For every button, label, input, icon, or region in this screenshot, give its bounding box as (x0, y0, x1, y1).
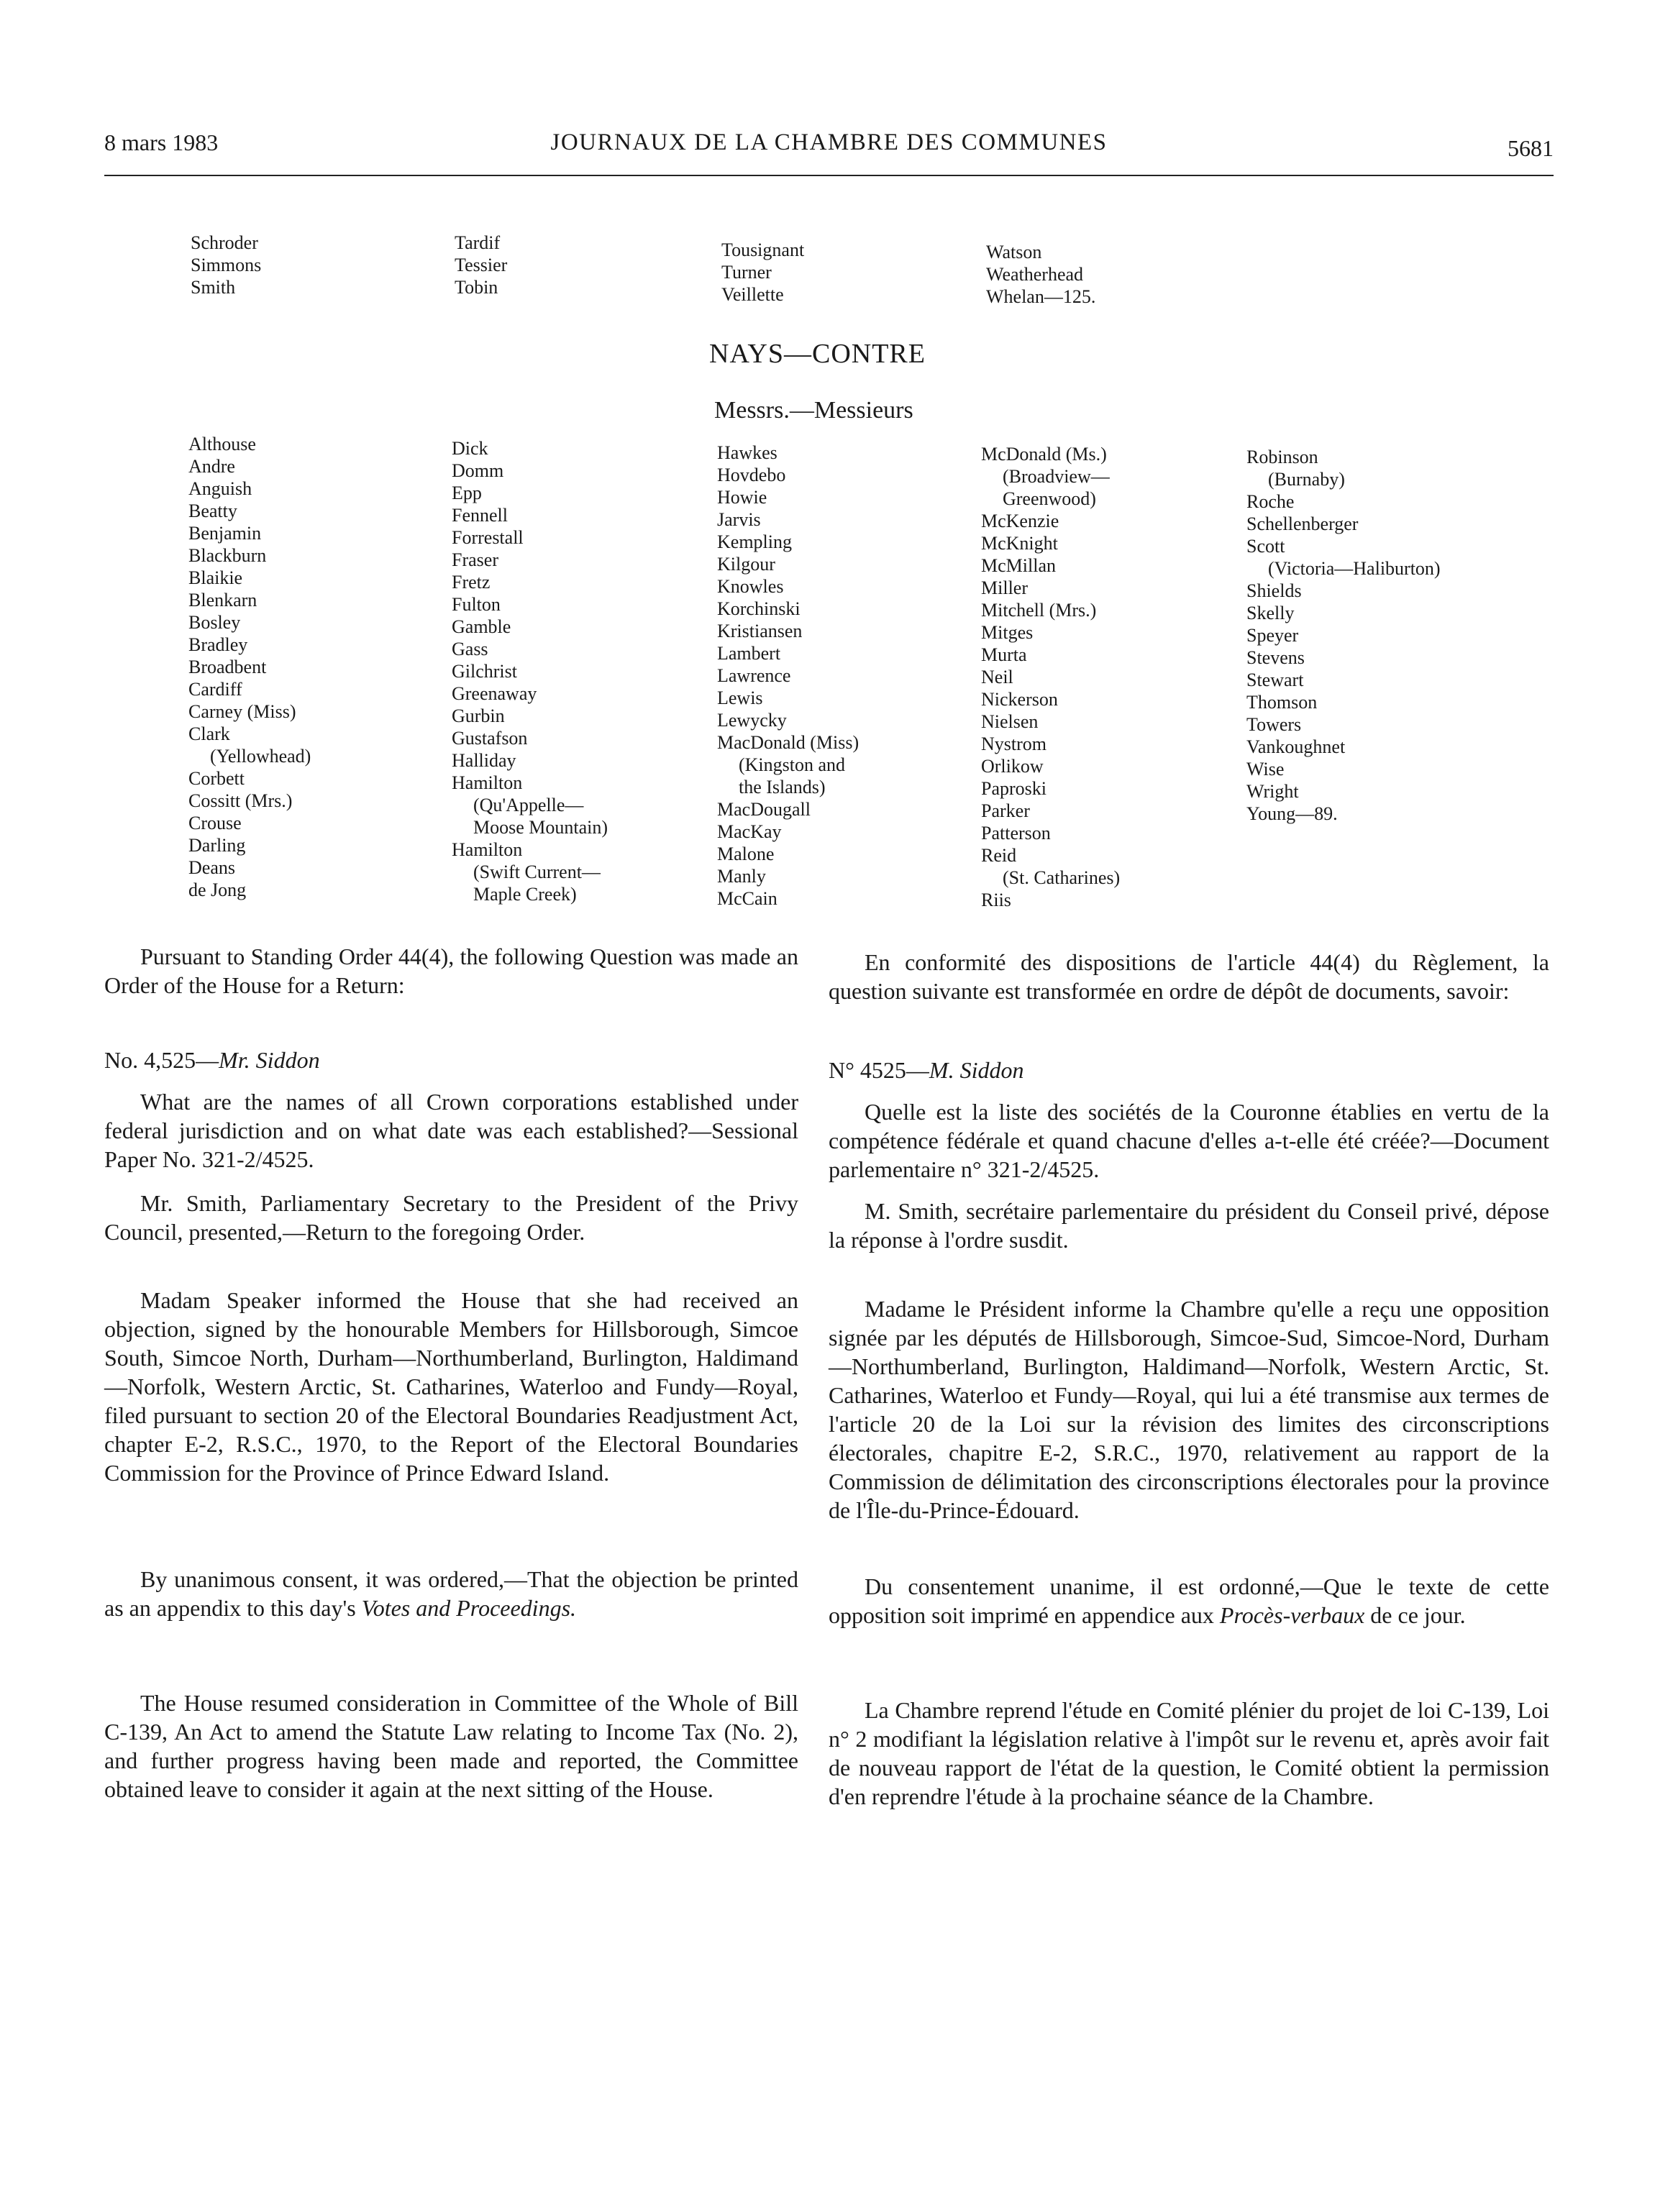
member-name: Neil (981, 667, 1013, 687)
member-name: Scott (1246, 536, 1285, 557)
member-name: Bradley (188, 634, 248, 655)
yeas-column-3 (721, 239, 804, 306)
member-name: MacDougall (717, 799, 811, 820)
member-name: Paproski (981, 778, 1047, 799)
member-name: Robinson (1246, 447, 1318, 467)
member-name: Lambert (717, 643, 781, 664)
member-name: Nielsen (981, 711, 1039, 732)
member-name: Tardif (455, 232, 501, 253)
member-name: Tousignant (721, 239, 805, 260)
en-question-text: What are the names of all Crown corporations established under federal jurisdiction and on what date was each established?—Sessional Paper No. 321-2/4525. (104, 1089, 798, 1172)
header-rule (104, 175, 1554, 176)
yeas-column-4 (986, 241, 1095, 308)
member-name: Blenkarn (188, 590, 257, 611)
member-name: the Islands) (739, 777, 826, 797)
nays-column-2 (452, 437, 608, 905)
yeas-column-1 (191, 232, 261, 298)
member-name: Orlikow (981, 756, 1044, 777)
member-name: Althouse (188, 434, 256, 454)
member-name: Riis (981, 890, 1011, 910)
member-name: Clark (188, 723, 230, 744)
member-name: Gustafson (452, 728, 528, 749)
member-name: Malone (717, 844, 775, 864)
member-name: Stevens (1246, 647, 1305, 668)
member-name: McMillan (981, 555, 1056, 576)
member-name: (Qu'Appelle— (473, 795, 584, 815)
member-name: Young—89. (1246, 803, 1338, 824)
member-name: Gamble (452, 616, 511, 637)
member-name: MacKay (717, 821, 782, 842)
member-name: Dick (452, 438, 488, 459)
fr-objection-text: Madame le Président informe la Chambre qu'elle a reçu une opposition signée par les députés de Hillsborough, Simcoe-Sud, Simcoe-Nord, Durham—Northumberland, Burlington, Haldimand—Norfolk, Western Arctic, St. Catharines, Waterloo et Fundy—Royal, qui lui a été transmise aux termes de l'article 20 de la Loi sur la révision des limites des circonscriptions électorales, chapitre E-2, S.R.C., 1970, relativement au rapport de la Commission de délimitation des circonscriptions électorales pour la province de l'Île-du-Prince-Édouard. (829, 1296, 1549, 1523)
member-name: Deans (188, 857, 235, 878)
fr-question-text: Quelle est la liste des sociétés de la Couronne établies en vertu de la compétence fédérale et quand chacune d'elles a-t-elle été créée?—Document parlementaire n° 321-2/4525. (829, 1099, 1549, 1182)
member-name: Kempling (717, 531, 792, 552)
page-header (104, 129, 1554, 174)
member-name: Fraser (452, 549, 498, 570)
member-name: Miller (981, 577, 1028, 598)
en-consent-text: By unanimous consent, it was ordered,—That the objection be printed as an appendix to this day's Votes and Proceedings. (104, 1566, 798, 1621)
member-name: Towers (1246, 714, 1302, 735)
member-name: Nickerson (981, 689, 1058, 710)
member-name: Fennell (452, 505, 508, 526)
yeas-column-2 (455, 232, 507, 298)
fr-order-intro: En conformité des dispositions de l'article 44(4) du Règlement, la question suivante est transformée en ordre de dépôt de documents, savoir: (829, 949, 1549, 1004)
member-name: Lewycky (717, 710, 787, 731)
nays-subheading: Messrs.—Messieurs (714, 397, 913, 424)
en-order-intro: Pursuant to Standing Order 44(4), the following Question was made an Order of the House for a Return: (104, 943, 798, 998)
member-name: Korchinski (717, 598, 801, 619)
member-name: Stewart (1246, 669, 1304, 690)
member-name: Gilchrist (452, 661, 517, 682)
nays-heading: NAYS—CONTRE (709, 339, 926, 369)
header-date: 8 mars 1983 (104, 129, 219, 155)
member-name: Forrestall (452, 527, 524, 548)
member-name: Weatherhead (986, 264, 1084, 285)
member-name: de Jong (188, 879, 247, 900)
member-name: Kristiansen (717, 621, 803, 641)
member-name: Epp (452, 483, 482, 503)
nays-column-5 (1246, 446, 1441, 825)
member-name: McKenzie (981, 511, 1059, 531)
page-number: 5681 (1508, 135, 1554, 161)
member-name: Tessier (455, 255, 508, 275)
member-name: Lawrence (717, 665, 791, 686)
member-name: Hamilton (452, 839, 523, 860)
member-name: Jarvis (717, 509, 761, 530)
member-name: (Broadview— (1003, 466, 1110, 487)
member-name: Wise (1246, 759, 1285, 780)
member-name: Smith (191, 277, 236, 298)
member-name: Vankoughnet (1246, 736, 1346, 757)
member-name: McCain (717, 888, 778, 909)
member-name: Tobin (455, 277, 498, 298)
en-bill-text: The House resumed consideration in Committee of the Whole of Bill C-139, An Act to amend the Statute Law relating to Income Tax (No. 2), and further progress having been made and reported, the Committee obtained leave to consider it again at the next sitting of the House. (104, 1690, 798, 1802)
member-name: Howie (717, 487, 767, 508)
member-name: Murta (981, 644, 1027, 665)
member-name: Kilgour (717, 554, 775, 575)
member-name: Gurbin (452, 705, 505, 726)
member-name: Broadbent (188, 657, 267, 677)
member-name: Cardiff (188, 679, 242, 700)
member-name: Reid (981, 845, 1017, 866)
member-name: Knowles (717, 576, 784, 597)
member-name: Cossitt (Mrs.) (188, 790, 293, 811)
member-name: Anguish (188, 478, 252, 499)
member-name: Beatty (188, 501, 237, 521)
member-name: Halliday (452, 750, 516, 771)
member-name: Hamilton (452, 772, 523, 793)
member-name: Nystrom (981, 733, 1047, 754)
member-name: (Kingston and (739, 754, 846, 775)
member-name: Turner (721, 262, 772, 283)
member-name: Wright (1246, 781, 1299, 802)
member-name: Shields (1246, 580, 1302, 601)
member-name: Moose Mountain) (473, 817, 608, 838)
member-name: Crouse (188, 813, 242, 833)
member-name: Roche (1246, 491, 1295, 512)
member-name: Fulton (452, 594, 501, 615)
member-name: Carney (Miss) (188, 701, 296, 722)
member-name: Manly (717, 866, 766, 887)
fr-return-text: M. Smith, secrétaire parlementaire du président du Conseil privé, dépose la réponse à l'ordre susdit. (829, 1198, 1549, 1253)
member-name: Darling (188, 835, 246, 856)
member-name: Bosley (188, 612, 241, 633)
member-name: Lewis (717, 687, 763, 708)
member-name: Mitges (981, 622, 1034, 643)
member-name: Veillette (721, 284, 784, 305)
member-name: Maple Creek) (473, 884, 577, 905)
member-name: Speyer (1246, 625, 1299, 646)
member-name: Domm (452, 460, 504, 481)
member-name: Watson (986, 242, 1042, 262)
member-name: Corbett (188, 768, 245, 789)
fr-consent-text: Du consentement unanime, il est ordonné,—Que le texte de cette opposition soit imprimé en appendice aux Procès-verbaux de ce jour. (829, 1573, 1549, 1628)
nays-column-1 (188, 433, 311, 901)
member-name: (Swift Current— (473, 862, 601, 882)
nays-column-3 (717, 442, 859, 910)
member-name: Hawkes (717, 442, 778, 463)
member-name: Hovdebo (717, 465, 786, 485)
member-name: Mitchell (Mrs.) (981, 600, 1097, 621)
member-name: Whelan—125. (986, 286, 1096, 307)
member-name: (Burnaby) (1268, 469, 1345, 490)
fr-question-heading: N° 4525—M. Siddon (829, 1057, 1024, 1083)
member-name: Parker (981, 800, 1030, 821)
member-name: Andre (188, 456, 235, 477)
member-name: (Victoria—Haliburton) (1268, 558, 1441, 579)
member-name: Patterson (981, 823, 1051, 844)
fr-bill-text: La Chambre reprend l'étude en Comité plénier du projet de loi C-139, Loi n° 2 modifiant la législation relative à l'impôt sur le revenu et, après avoir fait de nouveau rapport de l'état de la question, le Comité obtient la permission d'en reprendre l'étude à la prochaine séance de la Chambre. (829, 1697, 1549, 1809)
member-name: Simmons (191, 255, 262, 275)
header-title: JOURNAUX DE LA CHAMBRE DES COMMUNES (550, 129, 1108, 155)
member-name: McKnight (981, 533, 1058, 554)
en-objection-text: Madam Speaker informed the House that she had received an objection, signed by the honourable Members for Hillsborough, Simcoe South, Simcoe North, Durham—Northumberland, Burlington, Haldimand—Norfolk, Western Arctic, St. Catharines, Waterloo and Fundy—Royal, filed pursuant to section 20 of the Electoral Boundaries Readjustment Act, chapter E-2, R.S.C., 1970, to the Report of the Electoral Boundaries Commission for the Province of Prince Edward Island. (104, 1287, 798, 1486)
member-name: Greenwood) (1003, 488, 1096, 509)
en-question-heading: No. 4,525—Mr. Siddon (104, 1047, 320, 1073)
member-name: MacDonald (Miss) (717, 732, 859, 753)
member-name: Blaikie (188, 567, 243, 588)
member-name: (Yellowhead) (210, 746, 311, 767)
member-name: Skelly (1246, 603, 1295, 623)
member-name: Benjamin (188, 523, 262, 544)
member-name: Schroder (191, 232, 258, 253)
member-name: (St. Catharines) (1003, 867, 1121, 888)
en-return-text: Mr. Smith, Parliamentary Secretary to the President of the Privy Council, presented,—Return to the foregoing Order. (104, 1190, 798, 1245)
member-name: Schellenberger (1246, 513, 1359, 534)
member-name: Greenaway (452, 683, 537, 704)
nays-column-4 (981, 443, 1120, 911)
member-name: Gass (452, 639, 488, 659)
member-name: McDonald (Ms.) (981, 444, 1107, 465)
member-name: Thomson (1246, 692, 1318, 713)
member-name: Blackburn (188, 545, 267, 566)
member-name: Fretz (452, 572, 491, 593)
